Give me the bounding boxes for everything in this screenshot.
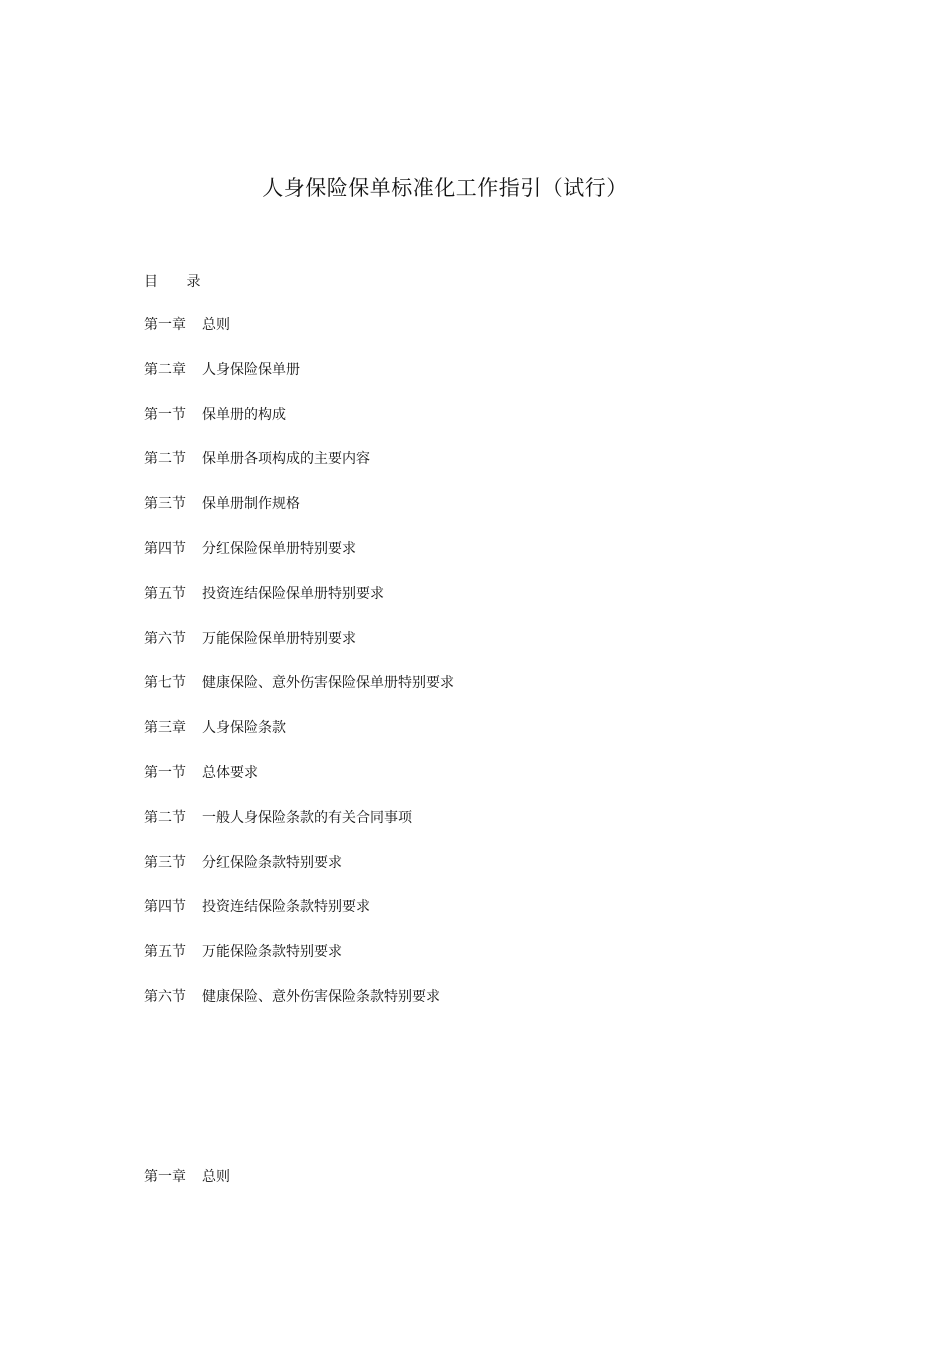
toc-entry-title: 健康保险、意外伤害保险条款特别要求 bbox=[202, 988, 440, 1005]
toc-entry-number: 第一节 bbox=[144, 764, 186, 781]
toc-entry[interactable] bbox=[144, 719, 454, 764]
toc-entry-title: 健康保险、意外伤害保险保单册特别要求 bbox=[202, 675, 454, 692]
toc-entry[interactable] bbox=[144, 495, 454, 540]
chapter-number: 第一章 bbox=[144, 1169, 186, 1185]
toc-entry[interactable] bbox=[144, 361, 454, 406]
toc-entry[interactable] bbox=[144, 674, 454, 719]
toc-entry-title: 投资连结保险保单册特别要求 bbox=[202, 585, 384, 602]
toc-entry[interactable] bbox=[144, 406, 454, 451]
toc-entry[interactable] bbox=[144, 630, 454, 675]
toc-entry-title: 保单册各项构成的主要内容 bbox=[202, 451, 370, 468]
toc-entry-number: 第五节 bbox=[144, 944, 186, 961]
toc-entry-number: 第二节 bbox=[144, 451, 186, 468]
toc-entry-number: 第六节 bbox=[144, 630, 186, 647]
table-of-contents bbox=[144, 316, 454, 1033]
toc-entry-number: 第四节 bbox=[144, 540, 186, 557]
toc-entry[interactable] bbox=[144, 540, 454, 585]
toc-entry[interactable] bbox=[144, 450, 454, 495]
toc-entry[interactable] bbox=[144, 585, 454, 630]
toc-entry[interactable] bbox=[144, 943, 454, 988]
toc-entry-title: 总则 bbox=[202, 317, 230, 333]
toc-entry[interactable] bbox=[144, 854, 454, 899]
toc-entry-number: 第七节 bbox=[144, 675, 186, 692]
toc-entry[interactable] bbox=[144, 764, 454, 809]
toc-entry-title: 分红保险保单册特别要求 bbox=[202, 540, 356, 557]
toc-entry-title: 投资连结保险条款特别要求 bbox=[202, 899, 370, 916]
toc-entry[interactable] bbox=[144, 988, 454, 1033]
toc-entry-number: 第一章 bbox=[144, 317, 186, 333]
toc-entry-number: 第一节 bbox=[144, 406, 186, 423]
toc-entry-number: 第四节 bbox=[144, 899, 186, 916]
document-title: 人身保险保单标准化工作指引（试行） bbox=[262, 176, 628, 200]
toc-entry-title: 总体要求 bbox=[202, 764, 258, 781]
toc-entry-title: 万能保险保单册特别要求 bbox=[202, 630, 356, 647]
toc-heading: 目 录 bbox=[144, 274, 213, 290]
toc-entry-number: 第五节 bbox=[144, 585, 186, 602]
toc-entry-number: 第六节 bbox=[144, 988, 186, 1005]
toc-entry-title: 一般人身保险条款的有关合同事项 bbox=[202, 809, 412, 826]
toc-entry-number: 第三章 bbox=[144, 720, 186, 737]
toc-entry-title: 保单册的构成 bbox=[202, 406, 286, 423]
toc-entry-number: 第二节 bbox=[144, 809, 186, 826]
toc-entry[interactable] bbox=[144, 316, 454, 361]
chapter-heading bbox=[144, 1166, 230, 1186]
toc-entry-number: 第三节 bbox=[144, 854, 186, 871]
toc-entry-title: 保单册制作规格 bbox=[202, 496, 300, 513]
toc-entry-number: 第二章 bbox=[144, 361, 186, 378]
toc-entry-number: 第三节 bbox=[144, 496, 186, 513]
chapter-title: 总则 bbox=[202, 1169, 230, 1185]
toc-entry[interactable] bbox=[144, 809, 454, 854]
toc-entry-title: 人身保险保单册 bbox=[202, 361, 300, 378]
toc-entry-title: 万能保险条款特别要求 bbox=[202, 944, 342, 961]
toc-entry-title: 分红保险条款特别要求 bbox=[202, 854, 342, 871]
toc-entry-title: 人身保险条款 bbox=[202, 720, 286, 737]
toc-entry[interactable] bbox=[144, 898, 454, 943]
